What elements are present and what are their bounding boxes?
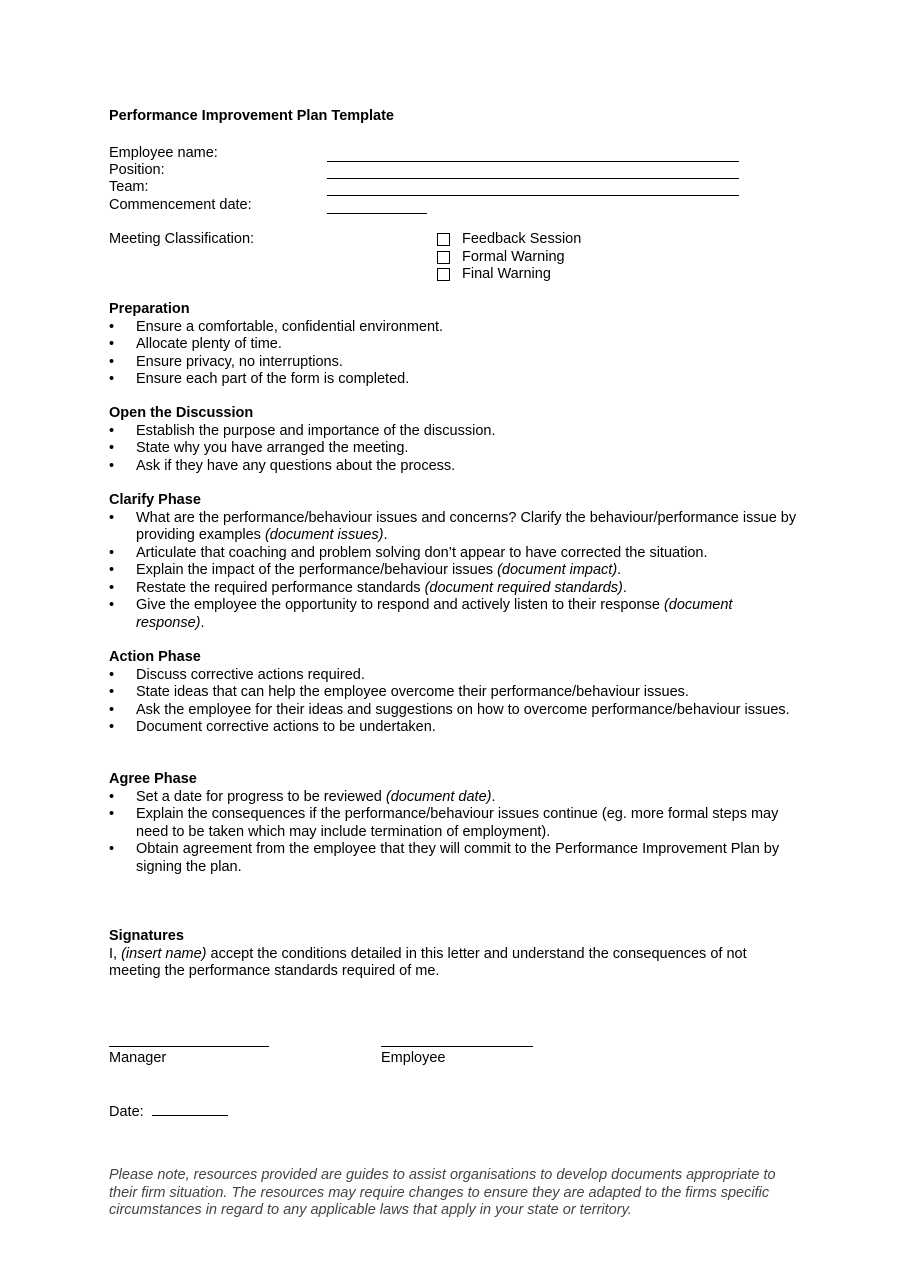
bullet-icon: • [109,579,115,596]
section-heading: Clarify Phase [109,492,201,508]
bullet-icon: • [109,684,115,700]
bullet-icon: • [109,509,115,526]
date-field [109,1101,228,1120]
commencement-date-field [109,197,741,215]
list-item: • Ensure privacy, no interruptions. [109,353,343,370]
section-heading: Agree Phase [109,771,197,787]
commencement-date-blank[interactable] [327,213,427,214]
bullet-icon: • [109,353,115,370]
employee-signature-line[interactable] [381,1046,533,1047]
list-item: • Articulate that coaching and problem solving don’t appear to have corrected the situation. [109,544,708,561]
bullet-icon: • [109,841,115,857]
checkbox-icon[interactable] [437,251,450,264]
bullet-icon: • [109,336,115,352]
employee-label: Employee [381,1050,446,1066]
position-label: Position: [109,162,165,178]
bullet-list [109,789,799,877]
bullet-icon: • [109,562,115,578]
bullet-icon: • [109,806,115,822]
bullet-icon: • [109,701,115,718]
section-preparation [109,301,799,389]
list-item: • Restate the required performance standards (document required standards). [109,579,627,596]
list-item: • Ask if they have any questions about the process. [109,457,456,474]
bullet-list [109,667,799,737]
list-item: • Set a date for progress to be reviewed (document date). [109,788,496,805]
section-signatures [109,928,799,981]
list-item: • What are the performance/behaviour issues and concerns? Clarify the behaviour/performance issue by providing examples (document issues). [109,509,797,543]
checkbox-icon[interactable] [437,268,450,281]
option-label: Final Warning [462,266,551,282]
employee-name-field [109,145,741,163]
disclaimer-note: Please note, resources provided are guides to assist organisations to develop documents appropriate to their firm situation. The resources may require changes to ensure they are adapted to the firms specific circumstances in regard to any applicable laws that apply in your state or territory. [109,1167,776,1218]
bullet-icon: • [109,666,115,683]
employee-name-label: Employee name: [109,145,218,161]
list-item: • Document corrective actions to be undertaken. [109,719,436,735]
team-label: Team: [109,179,149,195]
bullet-icon: • [109,788,115,805]
position-field [109,162,741,180]
manager-label: Manager [109,1050,167,1066]
section-heading: Preparation [109,301,190,317]
section-heading: Open the Discussion [109,405,254,421]
list-item: • State why you have arranged the meeting. [109,440,409,456]
option-label: Feedback Session [462,231,582,247]
list-item: • Give the employee the opportunity to respond and actively listen to their response (document response). [109,597,733,631]
page-title: Performance Improvement Plan Template [109,108,394,124]
list-item: • State ideas that can help the employee overcome their performance/behaviour issues. [109,684,689,700]
bullet-list [109,423,799,476]
bullet-icon: • [109,422,115,439]
section-heading: Signatures [109,928,184,944]
section-agree-phase [109,771,799,876]
section-open-discussion [109,405,799,475]
list-item: • Ensure a comfortable, confidential environment. [109,318,444,335]
list-item: • Discuss corrective actions required. [109,666,365,683]
list-item: • Establish the purpose and importance of the discussion. [109,422,496,439]
bullet-list [109,319,799,389]
bullet-icon: • [109,719,115,735]
bullet-icon: • [109,544,115,561]
list-item: • Explain the consequences if the performance/behaviour issues continue (eg. more formal steps may need to be taken which may include termination of employment). [109,806,779,840]
list-item: • Obtain agreement from the employee that they will commit to the Performance Improvement Plan by signing the plan. [109,841,780,875]
bullet-icon: • [109,371,115,387]
signatures-statement: I, (insert name) accept the conditions detailed in this letter and understand the consequences of not meeting the performance standards required of me. [109,945,747,979]
date-label: Date: [109,1104,144,1120]
list-item: • Ask the employee for their ideas and suggestions on how to overcome performance/behaviour issues. [109,701,790,718]
bullet-icon: • [109,318,115,335]
commencement-date-label: Commencement date: [109,197,252,213]
manager-signature-line[interactable] [109,1046,269,1047]
bullet-icon: • [109,597,115,613]
meeting-classification-label: Meeting Classification: [109,231,255,247]
checkbox-icon[interactable] [437,233,450,246]
bullet-icon: • [109,457,115,474]
date-blank[interactable] [152,1101,228,1116]
manager-signature [109,1046,269,1066]
team-field [109,179,741,197]
employee-signature [381,1046,533,1066]
section-clarify-phase [109,492,799,632]
section-action-phase [109,649,799,737]
list-item: • Ensure each part of the form is completed. [109,371,410,387]
option-label: Formal Warning [462,248,565,265]
section-heading: Action Phase [109,649,201,665]
list-item: • Allocate plenty of time. [109,336,282,352]
bullet-list [109,510,799,633]
bullet-icon: • [109,440,115,456]
list-item: • Explain the impact of the performance/behaviour issues (document impact). [109,562,622,578]
team-blank[interactable] [327,195,739,196]
